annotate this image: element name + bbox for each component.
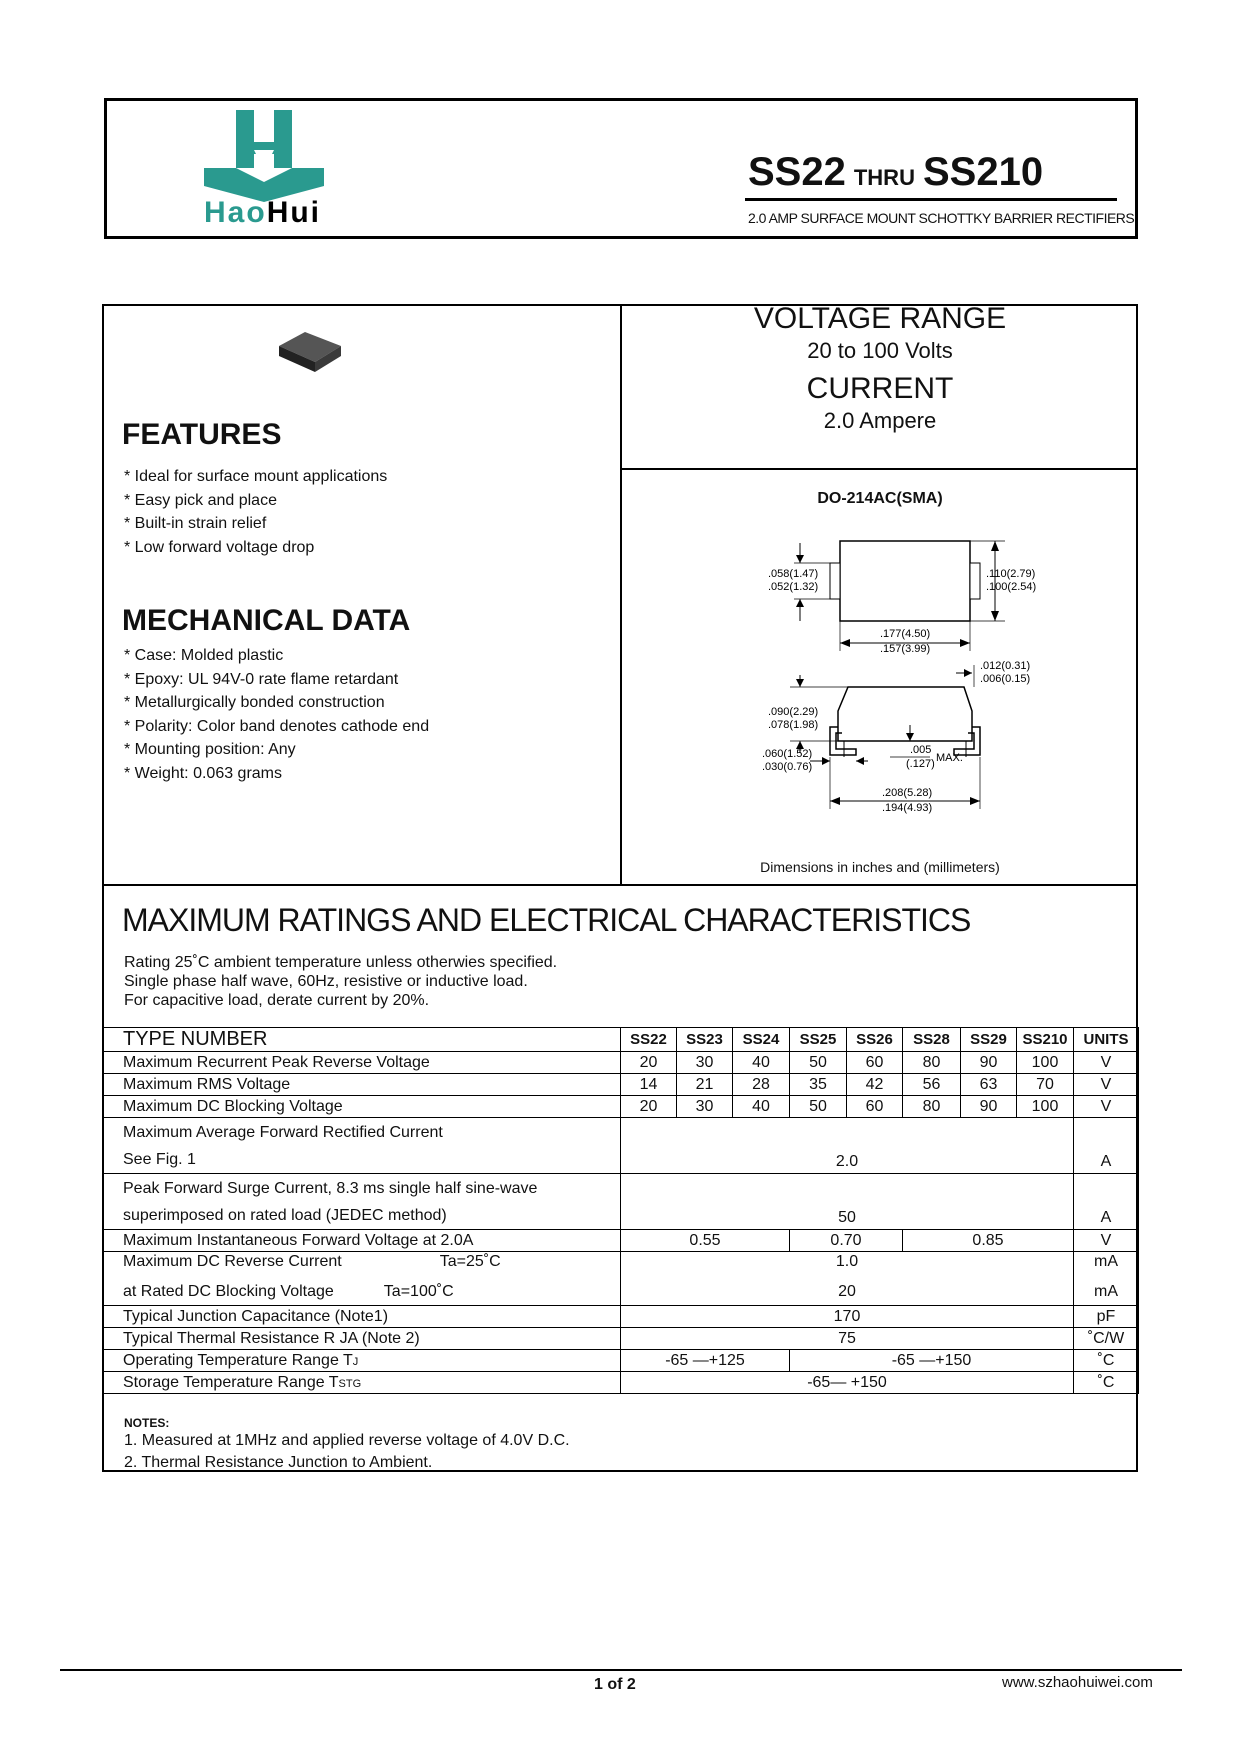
param-label: Typical Junction Capacitance (Note1) [103,1306,621,1328]
unit-cell: V [1074,1230,1139,1252]
dim-d2: .006(0.15) [980,673,1031,685]
unit-cell: A [1074,1118,1139,1174]
unit-cell: pF [1074,1306,1139,1328]
param-label-line: Peak Forward Surge Current, 8.3 ms single half sine-wave [123,1180,538,1197]
column-header: SS210 [1017,1028,1074,1052]
table-cell: 40 [733,1096,790,1118]
table-cell: 20 [621,1052,677,1074]
notes-heading: NOTES: [124,1416,170,1430]
table-cell: 2.0 [621,1118,1074,1174]
unit-cell: ˚C [1074,1372,1139,1394]
footer-rule [60,1669,1182,1671]
part-last: SS210 [922,150,1044,194]
type-number-label: TYPE NUMBER [103,1028,621,1052]
list-item: * Case: Molded plastic [124,647,284,664]
table-cell: 60 [847,1052,903,1074]
list-item: * Built-in strain relief [124,515,267,532]
list-item: * Ideal for surface mount applications [124,468,388,485]
table-cell: 75 [621,1328,1074,1350]
ratings-note: For capacitive load, derate current by 20%. [124,992,430,1009]
table-cell: 0.55 [621,1230,790,1252]
cell-line: mA [1094,1253,1118,1270]
table-row [103,1052,1139,1074]
unit-cell: V [1074,1096,1139,1118]
package-drawing [760,535,1080,820]
table-cell: 50 [621,1174,1074,1230]
table-row [103,1306,1139,1328]
column-header: SS28 [903,1028,961,1052]
voltage-value: 20 to 100 Volts [807,338,953,363]
param-label: Storage Temperature Range TSTG [103,1372,621,1394]
list-item: * Polarity: Color band denotes cathode end [124,717,430,735]
table-cell: -65 —+125 [621,1350,790,1372]
dim-g1: .005 [910,744,932,756]
table-cell: 0.85 [903,1230,1074,1252]
current-value: 2.0 Ampere [823,408,937,433]
param-label-line: superimposed on rated load (JEDEC method) [123,1207,447,1224]
param-label: Maximum Instantaneous Forward Voltage at 2.0A [103,1230,621,1252]
dim-c2: .157(3.99) [880,643,931,655]
ratings-note: Rating 25˚C ambient temperature unless otherwies specified. [124,954,558,971]
table-header-row [103,1028,1139,1052]
units-header: UNITS [1074,1028,1139,1052]
mechanical-list [124,644,429,785]
features-title: FEATURES [122,418,282,451]
chip-image [275,328,345,374]
dim-d1: .012(0.31) [980,660,1031,672]
table-cell: 60 [847,1096,903,1118]
table-cell: 21 [677,1074,733,1096]
table-row [103,1118,1139,1174]
list-item: * Low forward voltage drop [124,538,315,556]
dim-b2: .100(2.54) [986,581,1037,593]
dim-h1: .208(5.28) [882,787,933,799]
param-label: Typical Thermal Resistance R JA (Note 2) [103,1328,621,1350]
column-header: SS25 [790,1028,847,1052]
table-cell: 42 [847,1074,903,1096]
param-label [103,1118,621,1174]
subtitle: 2.0 AMP SURFACE MOUNT SCHOTTKY BARRIER RECTIFIERS [748,210,1135,226]
list-item: * Epoxy: UL 94V-0 rate flame retardant [124,670,399,688]
table-row [103,1252,1139,1306]
column-header: SS29 [961,1028,1017,1052]
param-label: Maximum DC Blocking Voltage [103,1096,621,1118]
list-item: * Weight: 0.063 grams [124,764,283,782]
table-cell: 90 [961,1096,1017,1118]
table-cell: 0.70 [790,1230,903,1252]
table-cell: 90 [961,1052,1017,1074]
dim-b1: .110(2.79) [986,568,1036,580]
unit-cell: A [1074,1174,1139,1230]
ratings-note: Single phase half wave, 60Hz, resistive or inductive load. [124,973,528,990]
table-cell: 30 [677,1052,733,1074]
table-cell: 50 [790,1096,847,1118]
note-item: 2. Thermal Resistance Junction to Ambient. [124,1454,433,1471]
current-title: CURRENT [806,372,954,405]
table-cell: 63 [961,1074,1017,1096]
table-cell [621,1252,1074,1306]
unit-cell: ˚C/W [1074,1328,1139,1350]
table-row [103,1230,1139,1252]
list-item: * Metallurgically bonded construction [124,694,385,711]
page-number: 1 of 2 [594,1676,636,1693]
unit-cell: ˚C [1074,1350,1139,1372]
unit-cell: V [1074,1052,1139,1074]
column-header: SS26 [847,1028,903,1052]
table-cell: 20 [621,1096,677,1118]
table-cell: 80 [903,1052,961,1074]
dim-e2: .078(1.98) [768,719,819,731]
ratings-summary [622,302,1138,434]
table-cell: 80 [903,1096,961,1118]
dim-g3: MAX. [936,752,963,764]
table-row [103,1074,1139,1096]
table-cell: -65— +150 [621,1372,1074,1394]
table-cell: 40 [733,1052,790,1074]
ratings-heading: MAXIMUM RATINGS AND ELECTRICAL CHARACTERISTICS [122,902,971,938]
table-row [103,1328,1139,1350]
dim-f1: .060(1.52) [762,748,813,760]
param-label [103,1174,621,1230]
table-cell: 100 [1017,1052,1074,1074]
cell-line: mA [1094,1283,1118,1300]
table-cell: 100 [1017,1096,1074,1118]
param-label-line: See Fig. 1 [123,1151,196,1168]
dim-g2: (.127) [906,758,935,770]
table-cell: 56 [903,1074,961,1096]
package-name: DO-214AC(SMA) [817,490,943,507]
mechanical-title: MECHANICAL DATA [122,604,411,637]
part-title [748,150,1043,195]
website-link[interactable]: www.szhaohuiwei.com [1002,1674,1153,1691]
dim-f2: .030(0.76) [762,761,813,773]
param-label [103,1252,621,1306]
column-header: SS22 [621,1028,677,1052]
column-header: SS24 [733,1028,790,1052]
unit-cell [1074,1252,1139,1306]
table-row [103,1096,1139,1118]
dim-e1: .090(2.29) [768,706,819,718]
dim-a1: .058(1.47) [768,568,819,580]
list-item: * Easy pick and place [124,491,277,509]
dim-c1: .177(4.50) [880,628,931,640]
notes-block [124,1416,570,1474]
dim-h2: .194(4.93) [882,802,933,814]
thru-label: THRU [853,165,915,190]
brand-name: HaoHui [204,196,322,229]
column-header: SS23 [677,1028,733,1052]
param-label-line: Maximum Average Forward Rectified Current [123,1124,443,1141]
table-cell: 28 [733,1074,790,1096]
table-cell: -65 —+150 [790,1350,1074,1372]
cell-line: 20 [838,1283,856,1300]
dimensions-caption: Dimensions in inches and (millimeters) [760,859,1000,875]
param-label: Maximum RMS Voltage [103,1074,621,1096]
divider-right [620,468,1138,470]
part-first: SS22 [748,150,846,194]
note-item: 1. Measured at 1MHz and applied reverse voltage of 4.0V D.C. [124,1432,570,1449]
title-rule [745,198,1117,201]
param-label: Maximum Recurrent Peak Reverse Voltage [103,1052,621,1074]
param-label-line: at Rated DC Blocking Voltage Ta=100˚C [123,1283,454,1300]
table-row [103,1174,1139,1230]
table-row [103,1372,1139,1394]
table-cell: 35 [790,1074,847,1096]
table-cell: 14 [621,1074,677,1096]
param-label: Operating Temperature Range TJ [103,1350,621,1372]
features-list [124,465,387,559]
table-row [103,1350,1139,1372]
list-item: * Mounting position: Any [124,741,296,758]
spec-table [102,1027,1139,1394]
param-label-line: Maximum DC Reverse Current Ta=25˚C [123,1253,501,1270]
cell-line: 1.0 [835,1253,859,1270]
unit-cell: V [1074,1074,1139,1096]
table-cell: 50 [790,1052,847,1074]
ratings-notes [124,953,557,1010]
dim-a2: .052(1.32) [768,581,819,593]
table-cell: 170 [621,1306,1074,1328]
voltage-title: VOLTAGE RANGE [753,302,1007,335]
table-cell: 70 [1017,1074,1074,1096]
divider-horizontal [102,884,1138,886]
table-cell: 30 [677,1096,733,1118]
